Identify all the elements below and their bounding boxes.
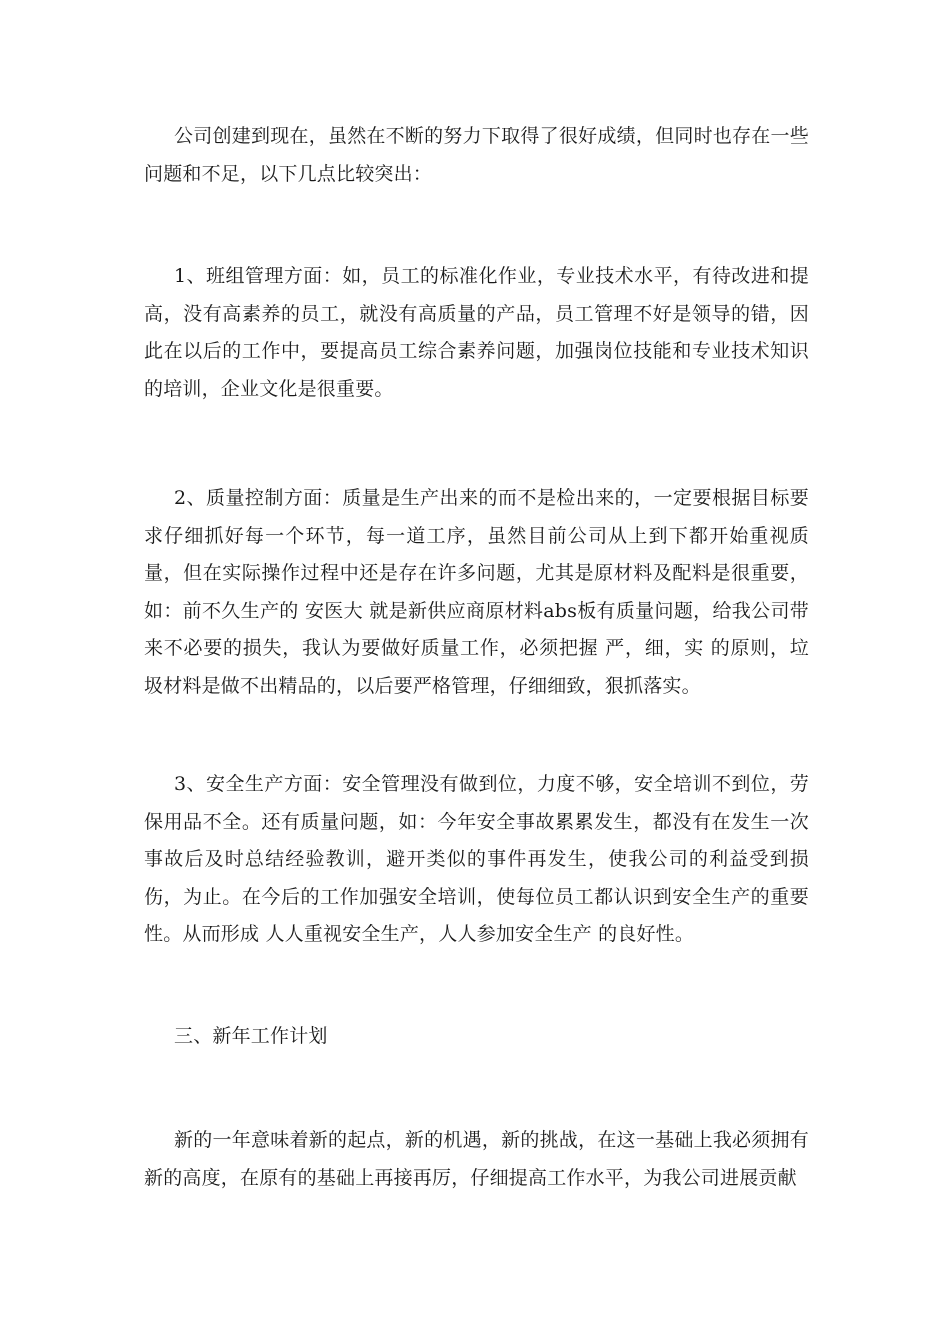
section-heading-new-year-plan: 三、新年工作计划 — [174, 1025, 328, 1047]
quality-control-paragraph: 2、质量控制方面：质量是生产出来的而不是检出来的，一定要根据目标要求仔细抓好每一个环节，每一道工序，虽然目前公司从上到下都开始重视质量，但在实际操作过程中还是存在许多问题，尤其是原材料及配料是很重要，如：前不久生产的 安医大 就是新供应商原材料abs板有质量问题，给我公司带来不必要的损失，我认为要做好质量工作，必须把握 严，细，实 的原则，垃圾材料是做不出精品的，以后要严格管理，仔细细致，狠抓落实。 — [144, 487, 809, 697]
new-year-plan-paragraph: 新的一年意味着新的起点，新的机遇，新的挑战，在这一基础上我必须拥有新的高度，在原有的基础上再接再厉，仔细提高工作水平，为我公司进展贡献 — [144, 1129, 809, 1189]
safety-production-paragraph: 3、安全生产方面：安全管理没有做到位，力度不够，安全培训不到位，劳保用品不全。还有质量问题，如：今年安全事故累累发生，都没有在发生一次事故后及时总结经验教训，避开类似的事件再发生，使我公司的利益受到损伤，为止。在今后的工作加强安全培训，使每位员工都认识到安全生产的重要性。从而形成 人人重视安全生产，人人参加安全生产 的良好性。 — [144, 773, 809, 945]
team-management-paragraph: 1、班组管理方面：如，员工的标准化作业，专业技术水平，有待改进和提高，没有高素养的员工，就没有高质量的产品，员工管理不好是领导的错，因此在以后的工作中，要提高员工综合素养问题，加强岗位技能和专业技术知识的培训，企业文化是很重要。 — [144, 265, 809, 400]
intro-paragraph: 公司创建到现在，虽然在不断的努力下取得了很好成绩，但同时也存在一些问题和不足，以下几点比较突出： — [144, 125, 809, 185]
